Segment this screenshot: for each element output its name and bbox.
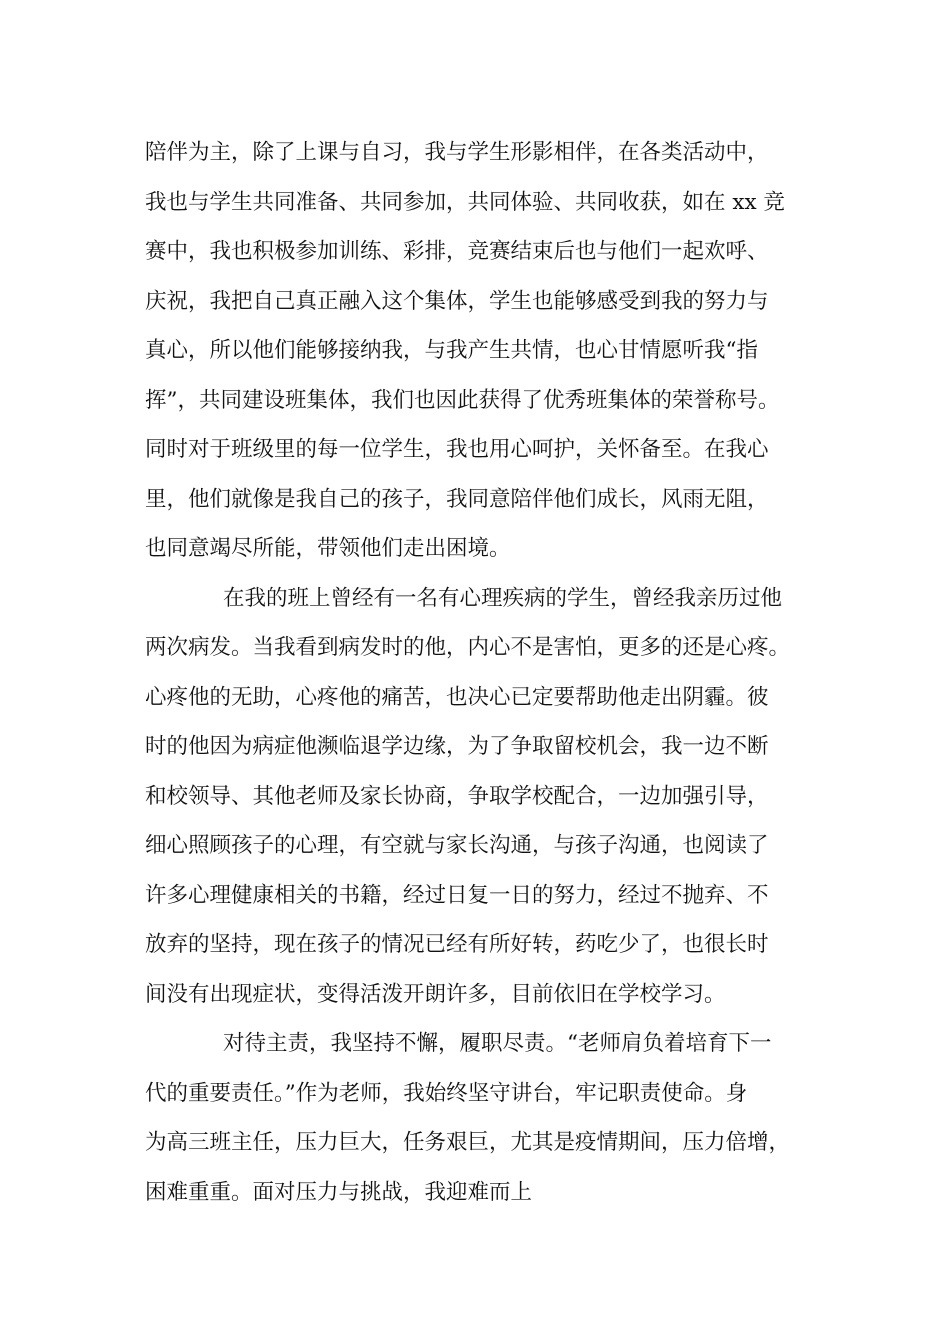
text-line: 赛中，我也积极参加训练、彩排，竞赛结束后也与他们一起欢呼、 bbox=[145, 239, 769, 264]
body-text bbox=[145, 128, 825, 1217]
text-line: 间没有出现症状，变得活泼开朗许多，目前依旧在学校学习。 bbox=[145, 981, 726, 1007]
text-line: 放弃的坚持，现在孩子的情况已经有所好转，药吃少了，也很长时 bbox=[145, 932, 769, 957]
text-line: 我也与学生共同准备、共同参加，共同体验、共同收获，如在 xx 竞 bbox=[145, 189, 785, 215]
paragraph-start-line: 对待主责，我坚持不懈，履职尽责。“老师肩负着培育下一 bbox=[223, 1031, 772, 1056]
text-line: 也同意竭尽所能，带领他们走出困境。 bbox=[145, 536, 511, 561]
text-line: 挥”，共同建设班集体，我们也因此获得了优秀班集体的荣誉称号。 bbox=[145, 387, 780, 413]
text-line: 代的重要责任。”作为老师，我始终坚守讲台，牢记职责使命。身 bbox=[145, 1080, 748, 1106]
text-line: 细心照顾孩子的心理，有空就与家长沟通，与孩子沟通，也阅读了 bbox=[145, 833, 769, 858]
text-line: 和校领导、其他老师及家长协商，争取学校配合，一边加强引导， bbox=[145, 783, 769, 809]
text-line: 困难重重。面对压力与挑战，我迎难而上 bbox=[145, 1179, 533, 1205]
text-line: 许多心理健康相关的书籍，经过日复一日的努力，经过不抛弃、不 bbox=[145, 882, 769, 908]
paragraph-start-line: 在我的班上曾经有一名有心理疾病的学生，曾经我亲历过他 bbox=[223, 585, 783, 611]
text-line: 陪伴为主，除了上课与自习，我与学生形影相伴，在各类活动中， bbox=[145, 140, 769, 165]
text-line: 时的他因为病症他濒临退学边缘，为了争取留校机会，我一边不断 bbox=[145, 734, 769, 759]
text-line: 心疼他的无助，心疼他的痛苦，也决心已定要帮助他走出阴霾。彼 bbox=[145, 684, 769, 710]
text-line: 两次病发。当我看到病发时的他，内心不是害怕，更多的还是心疼。 bbox=[145, 635, 791, 660]
text-line: 真心，所以他们能够接纳我，与我产生共情，也心甘情愿听我“指 bbox=[145, 338, 758, 363]
text-line: 同时对于班级里的每一位学生，我也用心呵护，关怀备至。在我心 bbox=[145, 437, 769, 462]
text-line: 为高三班主任，压力巨大，任务艰巨，尤其是疫情期间，压力倍增， bbox=[145, 1130, 791, 1155]
text-line: 庆祝，我把自己真正融入这个集体，学生也能够感受到我的努力与 bbox=[145, 288, 769, 314]
text-line: 里，他们就像是我自己的孩子，我同意陪伴他们成长，风雨无阻， bbox=[145, 486, 769, 512]
